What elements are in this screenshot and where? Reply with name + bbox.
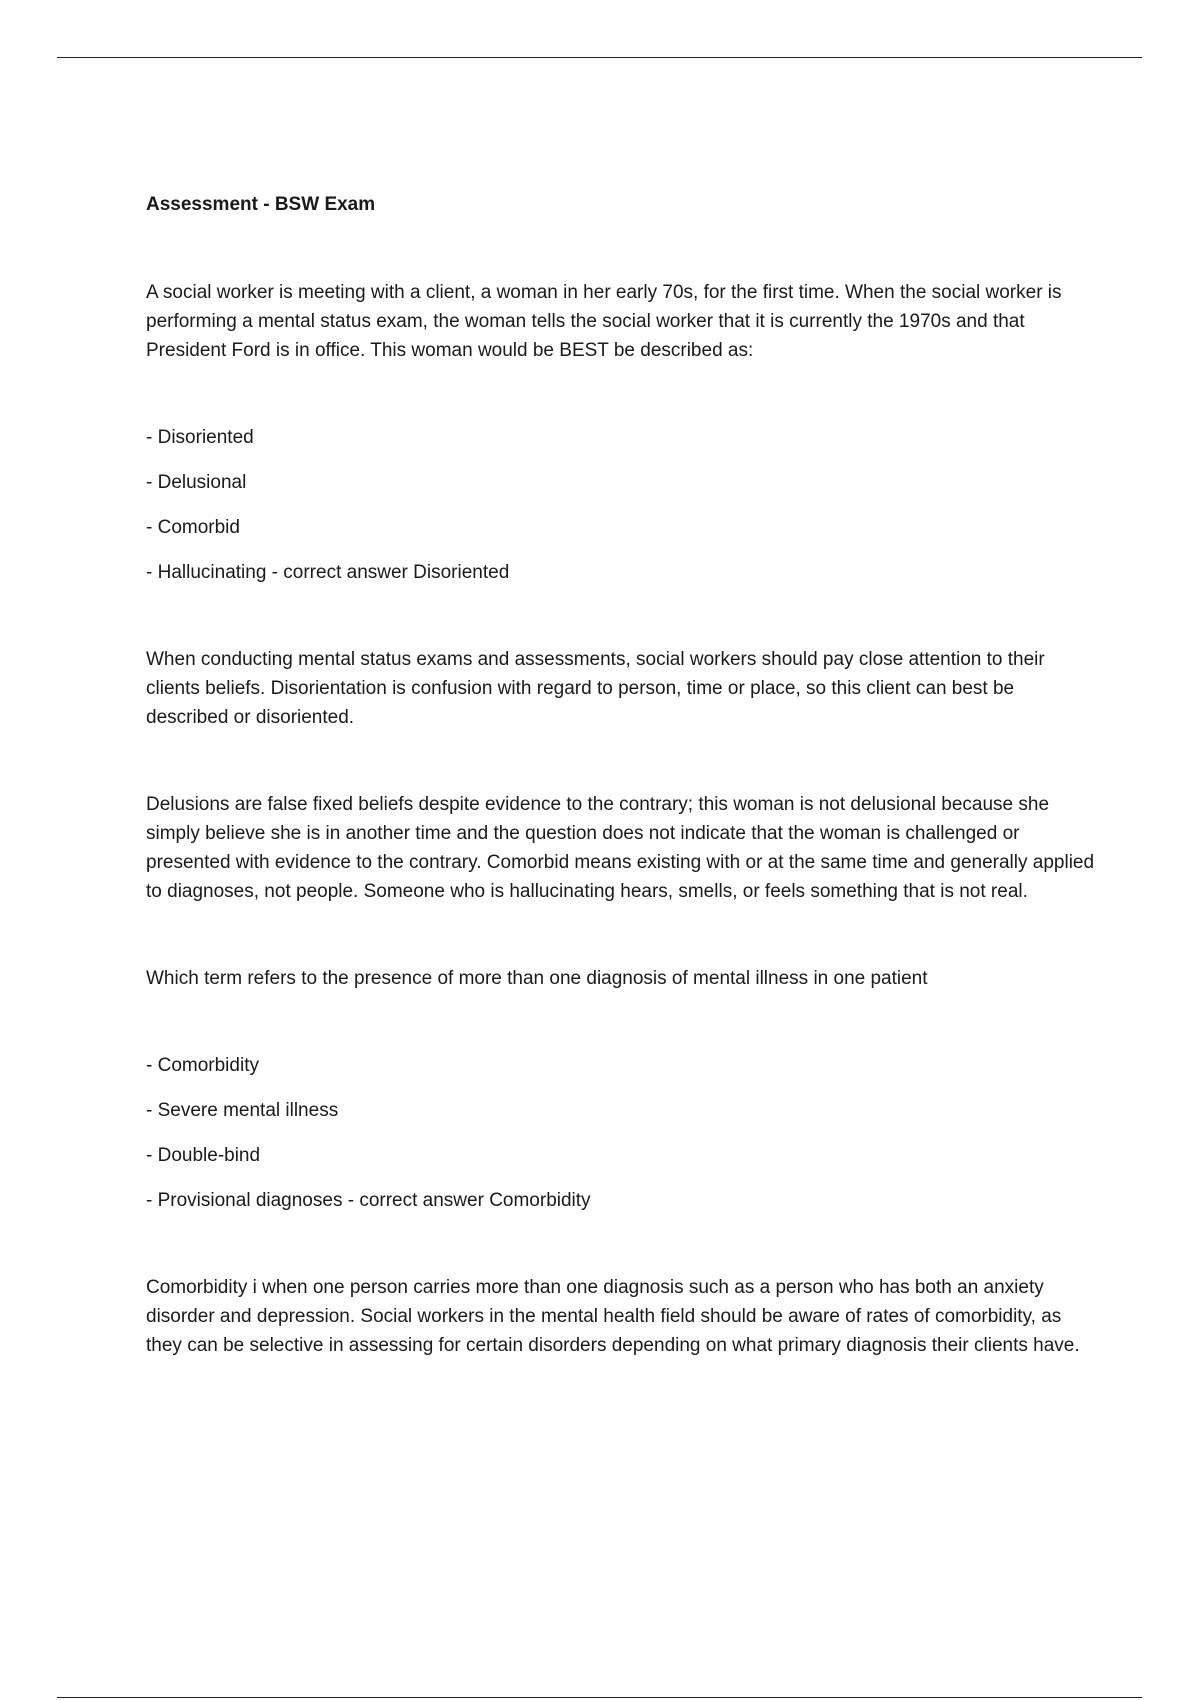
question-1-explanation-1: When conducting mental status exams and assessments, social workers should pay close attention to their clients beliefs. Disorientation is confusion with regard to person, time or place, so this client can best be described or disoriented. <box>146 649 1045 728</box>
question-2-option: - Comorbidity <box>146 1055 259 1076</box>
question-2-options <box>146 1051 1096 1215</box>
question-1-option: - Disoriented <box>146 427 254 448</box>
question-2-option: - Severe mental illness <box>146 1100 339 1121</box>
question-2-explanation-1: Comorbidity i when one person carries more than one diagnosis such as a person who has both an anxiety disorder and depression. Social workers in the mental health field should be aware of rates of comorbidity, as they can be selective in assessing for certain disorders depending on what primary diagnosis their clients have. <box>146 1277 1080 1356</box>
question-1-option-with-answer: - Hallucinating - correct answer Disoriented <box>146 562 510 583</box>
document-body <box>146 190 1096 1360</box>
top-rule <box>57 57 1142 58</box>
document-title: Assessment - BSW Exam <box>146 194 376 215</box>
question-1-options <box>146 423 1096 587</box>
bottom-rule <box>57 1697 1142 1698</box>
question-1-text: A social worker is meeting with a client, a woman in her early 70s, for the first time. When the social worker is performing a mental status exam, the woman tells the social worker that it is currently the 1970s and that President Ford is in office. This woman would be BEST be described as: <box>146 282 1062 361</box>
question-1-option: - Delusional <box>146 472 247 493</box>
question-2-text: Which term refers to the presence of more than one diagnosis of mental illness in one patient <box>146 968 928 989</box>
question-1-option: - Comorbid <box>146 517 240 538</box>
question-2-option: - Double-bind <box>146 1145 261 1166</box>
question-2-option-with-answer: - Provisional diagnoses - correct answer Comorbidity <box>146 1190 591 1211</box>
question-1-explanation-2: Delusions are false fixed beliefs despite evidence to the contrary; this woman is not delusional because she simply believe she is in another time and the question does not indicate that the woman is challenged or presented with evidence to the contrary. Comorbid means existing with or at the same time and generally applied to diagnoses, not people. Someone who is hallucinating hears, smells, or feels something that is not real. <box>146 794 1095 902</box>
